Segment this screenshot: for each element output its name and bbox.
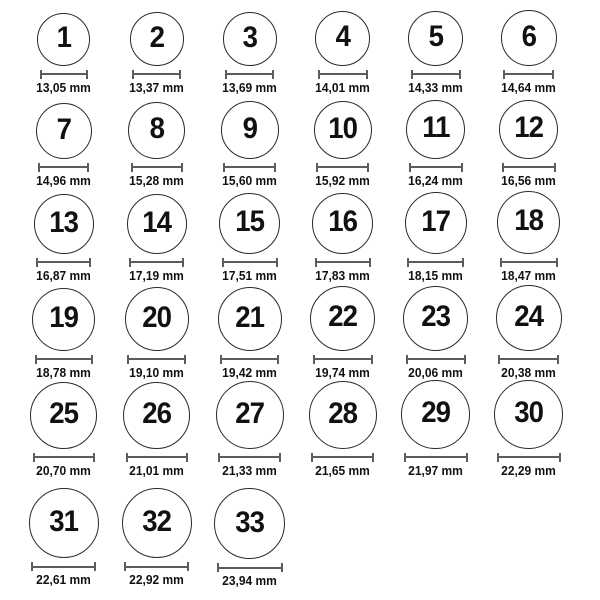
- ring-size-number: 1: [56, 21, 71, 55]
- diameter-ruler-icon: [124, 562, 189, 571]
- ring-size-number: 16: [328, 205, 357, 239]
- diameter-label: 18,78 mm: [36, 365, 91, 380]
- diameter-ruler-icon: [497, 453, 561, 462]
- diameter-label: 16,87 mm: [36, 268, 91, 283]
- ring-circle: [310, 286, 375, 351]
- ring-size-number: 13: [49, 205, 78, 239]
- ring-size-number: 32: [142, 505, 171, 538]
- ring-size-number: 19: [49, 301, 78, 335]
- ring-size-number: 29: [421, 396, 450, 430]
- diameter-label: 22,92 mm: [129, 573, 184, 587]
- diameter-label: 15,60 mm: [222, 173, 277, 188]
- ring-circle: [30, 382, 97, 449]
- ring-size-number: 24: [514, 299, 543, 333]
- ring-circle: [314, 101, 372, 159]
- ring-circle: [312, 193, 373, 254]
- ring-size-number: 18: [514, 204, 543, 238]
- diameter-label: 21,65 mm: [315, 463, 370, 478]
- ring-size-number: 26: [142, 397, 171, 431]
- ring-circle: [125, 287, 189, 351]
- diameter-label: 16,56 mm: [501, 173, 556, 188]
- ring-size-item: [389, 285, 482, 382]
- ring-size-item: [17, 0, 110, 97]
- ring-circle: [497, 191, 560, 254]
- diameter-ruler-icon: [33, 453, 95, 462]
- ring-size-number: 33: [235, 505, 264, 539]
- ring-circle: [36, 103, 92, 159]
- ring-circle: [214, 488, 285, 559]
- diameter-ruler-icon: [404, 453, 468, 462]
- ring-size-item: [296, 190, 389, 285]
- ring-size-number: 6: [521, 19, 536, 53]
- ring-size-item: [482, 97, 575, 190]
- diameter-ruler-icon: [127, 355, 186, 364]
- diameter-label: 21,33 mm: [222, 463, 277, 478]
- ring-size-item: [17, 97, 110, 190]
- ring-circle: [401, 380, 470, 449]
- diameter-label: 20,06 mm: [408, 365, 463, 380]
- diameter-ruler-icon: [409, 163, 463, 172]
- ring-size-number: 28: [328, 396, 357, 430]
- diameter-ruler-icon: [406, 355, 466, 364]
- ring-size-number: 17: [421, 204, 450, 238]
- ring-size-item: [203, 480, 296, 598]
- ring-size-number: 8: [149, 112, 164, 146]
- diameter-label: 17,19 mm: [129, 268, 184, 283]
- ring-circle: [122, 488, 192, 558]
- diameter-label: 18,47 mm: [501, 268, 556, 283]
- ring-size-item: [110, 480, 203, 598]
- diameter-label: 19,42 mm: [222, 365, 277, 380]
- diameter-ruler-icon: [411, 70, 461, 79]
- ring-size-item: [482, 382, 575, 480]
- diameter-ruler-icon: [503, 70, 554, 79]
- ring-size-number: 31: [49, 505, 78, 538]
- ring-size-item: [203, 285, 296, 382]
- ring-circle: [127, 194, 187, 254]
- diameter-ruler-icon: [315, 258, 371, 267]
- diameter-label: 22,61 mm: [36, 573, 91, 587]
- diameter-ruler-icon: [36, 258, 91, 267]
- ring-size-item: [296, 382, 389, 480]
- ring-circle: [128, 102, 185, 159]
- ring-circle: [408, 11, 463, 66]
- diameter-ruler-icon: [502, 163, 556, 172]
- diameter-ruler-icon: [129, 258, 184, 267]
- diameter-ruler-icon: [40, 70, 88, 79]
- ring-size-item: [389, 97, 482, 190]
- ring-size-item: [482, 0, 575, 97]
- ring-size-item: [110, 97, 203, 190]
- ring-circle: [219, 193, 280, 254]
- ring-size-item: [482, 285, 575, 382]
- ring-size-item: [110, 190, 203, 285]
- ring-circle: [130, 12, 184, 66]
- ring-circle: [123, 382, 190, 449]
- ring-size-number: 7: [56, 112, 71, 146]
- ring-circle: [218, 287, 282, 351]
- ring-size-item: [110, 0, 203, 97]
- ring-size-item: [389, 0, 482, 97]
- diameter-label: 14,96 mm: [36, 173, 91, 188]
- diameter-ruler-icon: [316, 163, 369, 172]
- diameter-label: 15,28 mm: [129, 173, 184, 188]
- ring-circle: [315, 11, 370, 66]
- diameter-ruler-icon: [407, 258, 464, 267]
- ring-size-number: 25: [49, 397, 78, 431]
- ring-size-item: [203, 190, 296, 285]
- diameter-label: 15,92 mm: [315, 173, 370, 188]
- ring-size-number: 15: [235, 205, 264, 239]
- diameter-label: 19,10 mm: [129, 365, 184, 380]
- diameter-label: 21,97 mm: [408, 463, 463, 478]
- diameter-label: 13,69 mm: [222, 80, 277, 95]
- diameter-label: 20,70 mm: [36, 463, 91, 478]
- ring-size-number: 20: [142, 300, 171, 334]
- ring-circle: [34, 194, 94, 254]
- diameter-label: 19,74 mm: [315, 365, 370, 380]
- ring-size-item: [110, 382, 203, 480]
- diameter-label: 14,64 mm: [501, 80, 556, 95]
- diameter-ruler-icon: [225, 70, 274, 79]
- ring-circle: [223, 12, 277, 66]
- ring-size-item: [296, 0, 389, 97]
- diameter-ruler-icon: [31, 562, 96, 571]
- ring-size-number: 23: [421, 300, 450, 334]
- diameter-ruler-icon: [500, 258, 558, 267]
- ring-size-number: 10: [328, 111, 357, 145]
- diameter-ruler-icon: [498, 355, 559, 364]
- diameter-label: 23,94 mm: [222, 574, 277, 588]
- ring-size-item: [389, 190, 482, 285]
- diameter-ruler-icon: [318, 70, 368, 79]
- ring-size-number: 27: [235, 396, 264, 430]
- diameter-label: 20,38 mm: [501, 365, 556, 380]
- diameter-label: 17,83 mm: [315, 268, 370, 283]
- ring-size-item: [203, 0, 296, 97]
- diameter-label: 16,24 mm: [408, 173, 463, 188]
- diameter-label: 22,29 mm: [501, 463, 556, 478]
- ring-size-item: [17, 285, 110, 382]
- diameter-ruler-icon: [313, 355, 373, 364]
- ring-circle: [494, 380, 563, 449]
- ring-size-number: 4: [335, 20, 350, 54]
- ring-circle: [221, 101, 279, 159]
- ring-size-item: [296, 285, 389, 382]
- diameter-ruler-icon: [38, 163, 89, 172]
- diameter-ruler-icon: [217, 563, 283, 572]
- diameter-ruler-icon: [126, 453, 188, 462]
- diameter-ruler-icon: [131, 163, 183, 172]
- diameter-label: 21,01 mm: [129, 463, 184, 478]
- diameter-ruler-icon: [218, 453, 281, 462]
- ring-size-item: [17, 480, 110, 598]
- ring-circle: [403, 286, 468, 351]
- ring-size-number: 12: [514, 111, 543, 145]
- ring-size-item: [203, 382, 296, 480]
- ring-size-number: 9: [242, 111, 257, 145]
- ring-size-item: [482, 190, 575, 285]
- diameter-ruler-icon: [35, 355, 93, 364]
- diameter-ruler-icon: [223, 163, 276, 172]
- diameter-label: 18,15 mm: [408, 268, 463, 283]
- ring-size-number: 14: [142, 205, 171, 239]
- diameter-ruler-icon: [220, 355, 279, 364]
- ring-size-item: [110, 285, 203, 382]
- diameter-ruler-icon: [132, 70, 181, 79]
- ring-circle: [32, 288, 95, 351]
- ring-size-item: [17, 190, 110, 285]
- ring-circle: [37, 13, 90, 66]
- diameter-ruler-icon: [222, 258, 278, 267]
- diameter-label: 14,01 mm: [315, 80, 370, 95]
- ring-circle: [216, 381, 284, 449]
- ring-size-number: 11: [421, 111, 450, 145]
- ring-circle: [405, 192, 467, 254]
- ring-circle: [309, 381, 377, 449]
- ring-circle: [499, 100, 558, 159]
- ring-size-number: 5: [428, 20, 443, 54]
- diameter-ruler-icon: [311, 453, 374, 462]
- diameter-label: 13,37 mm: [129, 80, 184, 95]
- ring-circle: [406, 100, 465, 159]
- ring-circle: [496, 285, 562, 351]
- ring-size-item: [203, 97, 296, 190]
- ring-size-number: 2: [149, 20, 164, 54]
- ring-size-item: [17, 382, 110, 480]
- ring-size-item: [389, 382, 482, 480]
- diameter-label: 17,51 mm: [222, 268, 277, 283]
- ring-size-number: 30: [514, 396, 543, 430]
- ring-circle: [29, 488, 99, 558]
- ring-circle: [501, 10, 557, 66]
- ring-size-number: 21: [235, 300, 264, 334]
- diameter-label: 14,33 mm: [408, 80, 463, 95]
- ring-size-number: 3: [242, 20, 257, 54]
- ring-size-item: [296, 97, 389, 190]
- ring-size-number: 22: [328, 300, 357, 334]
- diameter-label: 13,05 mm: [36, 80, 91, 95]
